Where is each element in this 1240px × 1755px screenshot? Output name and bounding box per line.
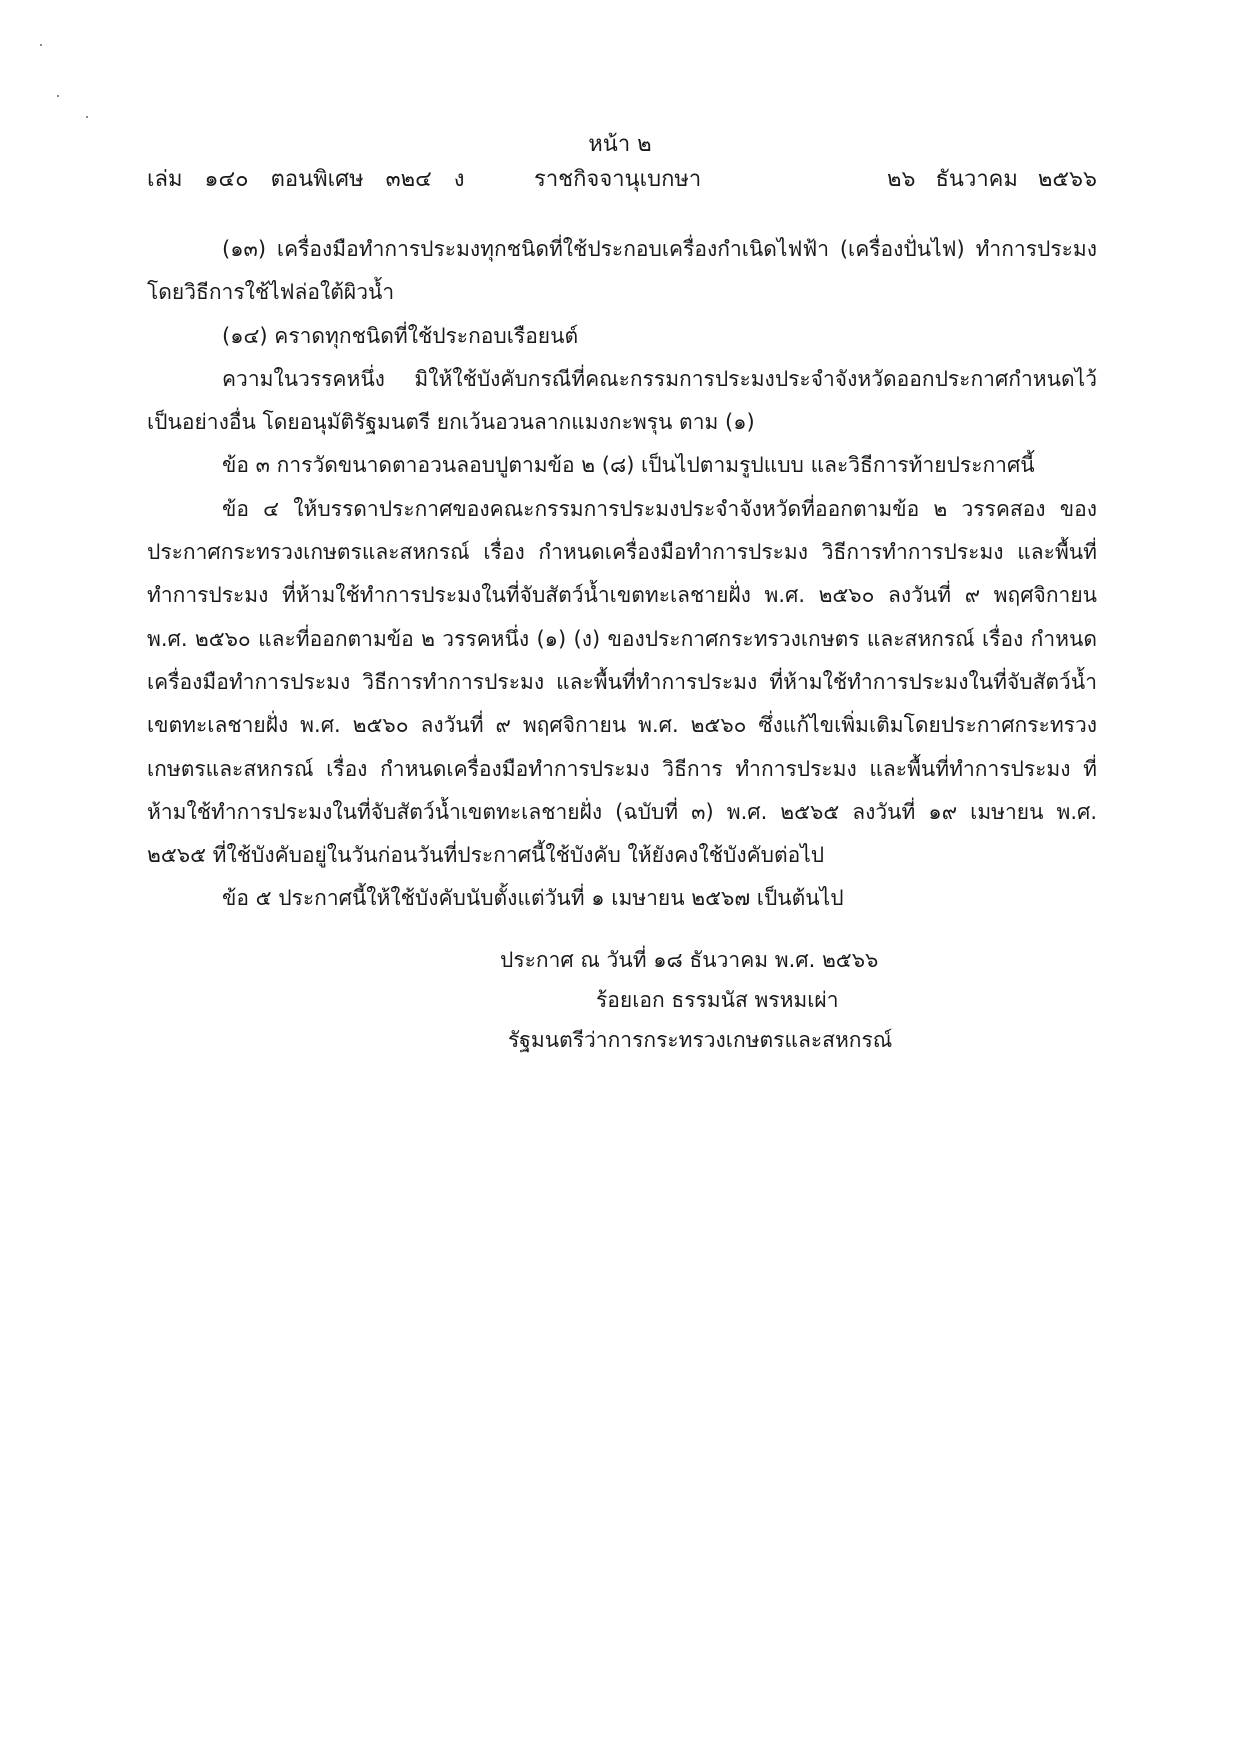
header-date (887, 165, 1097, 195)
document-body (147, 228, 1097, 921)
scan-speck (40, 44, 42, 46)
scan-speck (86, 116, 88, 118)
volume-number: ๑๔๐ (204, 167, 249, 192)
section-letter: ง (453, 167, 465, 192)
paragraph-clause-3: ข้อ ๓ การวัดขนาดตาอวนลอบปูตามข้อ ๒ (๘) เป็นไปตามรูปแบบ และวิธีการท้ายประกาศนี้ (222, 453, 1035, 478)
page-number: หน้า ๒ (588, 132, 652, 157)
paragraph-item-13: (๑๓) เครื่องมือทำการประมงทุกชนิดที่ใช้ประกอบเครื่องกำเนิดไฟฟ้า (เครื่องปั่นไฟ) ทำการประมง โดยวิธีการใช้ไฟล่อใต้ผิวน้ำ (147, 237, 1097, 305)
volume-label: เล่ม (147, 167, 183, 192)
date-day: ๒๖ (887, 167, 916, 192)
publication-name: ราชกิจจานุเบกษา (534, 167, 702, 192)
date-month: ธันวาคม (935, 167, 1018, 192)
scan-speck (57, 95, 59, 97)
signatory-position: รัฐมนตรีว่าการกระทรวงเกษตรและสหกรณ์ (508, 1028, 893, 1052)
date-year: ๒๕๖๖ (1037, 167, 1097, 192)
section-label: ตอนพิเศษ (270, 167, 364, 192)
paragraph-clause-5: ข้อ ๕ ประกาศนี้ให้ใช้บังคับนับตั้งแต่วันที่ ๑ เมษายน ๒๕๖๗ เป็นต้นไป (222, 886, 844, 911)
signature-block (500, 940, 1000, 1060)
gazette-header (147, 165, 1097, 199)
signatory-name: ร้อยเอก ธรรมนัส พรหมเผ่า (596, 988, 839, 1012)
paragraph-item-14: (๑๔) คราดทุกชนิดที่ใช้ประกอบเรือยนต์ (222, 323, 579, 348)
announcement-date: ประกาศ ณ วันที่ ๑๘ ธันวาคม พ.ศ. ๒๕๖๖ (500, 948, 879, 972)
paragraph-clause-4: ข้อ ๔ ให้บรรดาประกาศของคณะกรรมการประมงประจำจังหวัดที่ออกตามข้อ ๒ วรรคสอง ของประกาศกระทรวงเกษตรและสหกรณ์ เรื่อง กำหนดเครื่องมือทำการประมง วิธีการทำการประมง และพื้นที่ทำการประมง ที่ห้ามใช้ทำการประมงในที่จับสัตว์น้ำเขตทะเลชายฝั่ง พ.ศ. ๒๕๖๐ ลงวันที่ ๙ พฤศจิกายน พ.ศ. ๒๕๖๐ และที่ออกตามข้อ ๒ วรรคหนึ่ง (๑) (ง) ของประกาศกระทรวงเกษตร และสหกรณ์ เรื่อง กำหนดเครื่องมือทำการประมง วิธีการทำการประมง และพื้นที่ทำการประมง ที่ห้ามใช้ทำการประมงในที่จับสัตว์น้ำเขตทะเลชายฝั่ง พ.ศ. ๒๕๖๐ ลงวันที่ ๙ พฤศจิกายน พ.ศ. ๒๕๖๐ ซึ่งแก้ไขเพิ่มเติมโดยประกาศกระทรวงเกษตรและสหกรณ์ เรื่อง กำหนดเครื่องมือทำการประมง วิธีการ ทำการประมง และพื้นที่ทำการประมง ที่ห้ามใช้ทำการประมงในที่จับสัตว์น้ำเขตทะเลชายฝั่ง (ฉบับที่ ๓) พ.ศ. ๒๕๖๕ ลงวันที่ ๑๙ เมษายน พ.ศ. ๒๕๖๕ ที่ใช้บังคับอยู่ในวันก่อนวันที่ประกาศนี้ใช้บังคับ ให้ยังคงใช้บังคับต่อไป (147, 496, 1097, 868)
header-volume-section (147, 165, 465, 195)
section-number: ๓๒๔ (385, 167, 432, 192)
paragraph-exception: ความในวรรคหนึ่ง มิให้ใช้บังคับกรณีที่คณะกรรมการประมงประจำจังหวัดออกประกาศกำหนดไว้ เป็นอย่างอื่น โดยอนุมัติรัฐมนตรี ยกเว้นอวนลากแมงกะพรุน ตาม (๑) (147, 366, 1097, 435)
